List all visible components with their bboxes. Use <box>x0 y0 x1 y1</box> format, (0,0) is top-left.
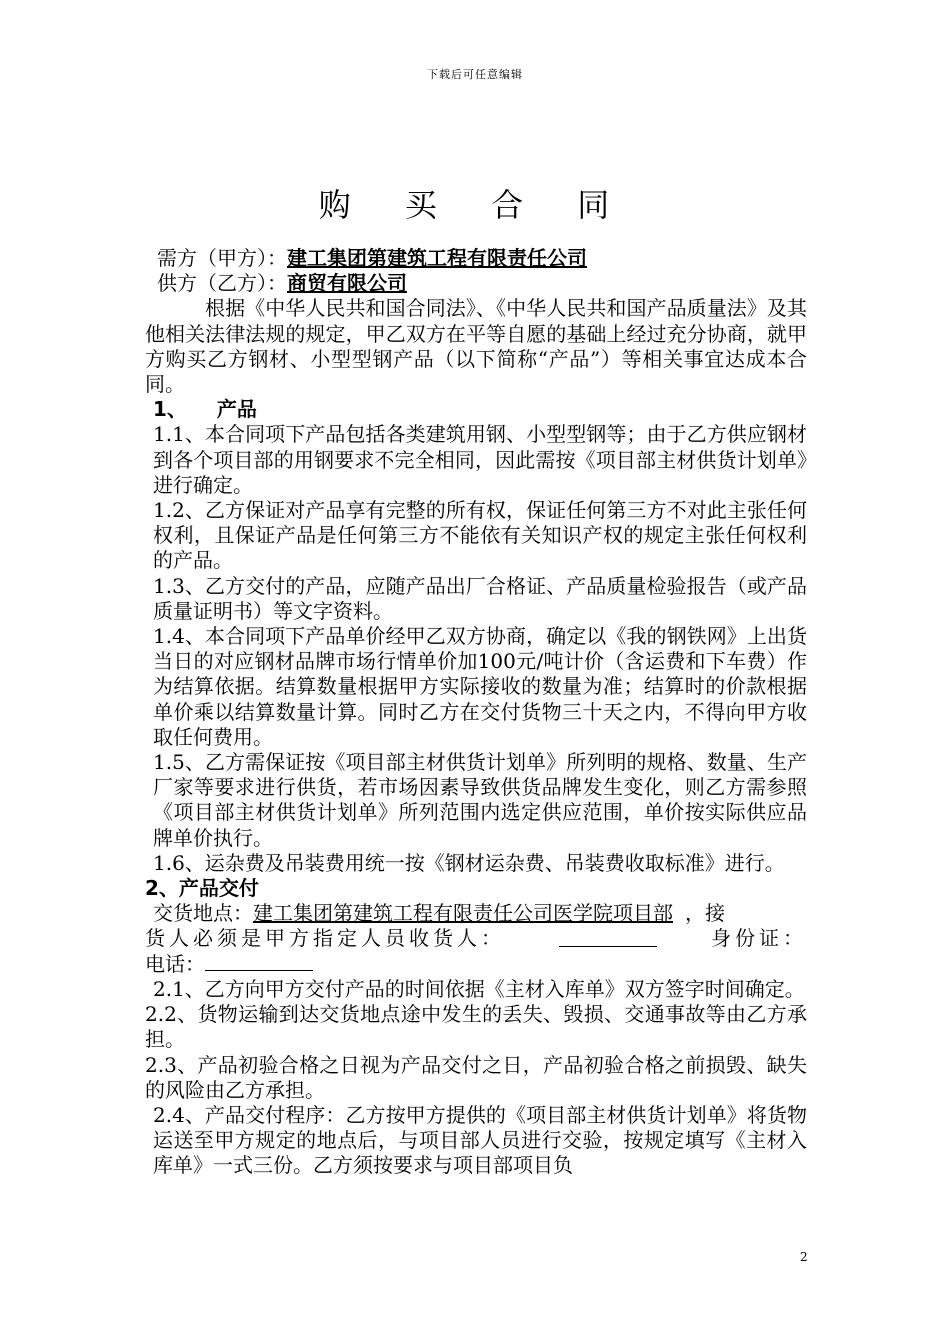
delivery-tail: ，接 <box>685 901 725 926</box>
contract-body <box>145 246 807 1179</box>
phone-line <box>145 952 807 977</box>
clause-1-6: 1.6、运杂费及吊装费用统一按《钢材运杂费、吊装费收取标准》进行。 <box>153 850 785 875</box>
receiver-line <box>145 926 807 951</box>
clause-2-3: 2.3、产品初验合格之日视为产品交付之日，产品初验合格之前损毁、缺失的风险由乙方承担。 <box>145 1052 807 1102</box>
id-label: 身份证： <box>711 926 807 951</box>
section-1-heading <box>145 397 807 422</box>
receiver-text: 货人必须是甲方指定人员收货人： <box>145 926 505 951</box>
clause-2-4: 2.4、产品交付程序：乙方按甲方提供的《项目部主材供货计划单》将货物运送至甲方规定的地点后，与项目部人员进行交验，按规定填写《主材入库单》一式三份。乙方须按要求与项目部项目负 <box>153 1102 807 1178</box>
seller-label: 供方（乙方）： <box>157 271 287 296</box>
section-2-heading: 2、产品交付 <box>145 876 259 901</box>
clause-1-4: 1.4、本合同项下产品单价经甲乙双方协商，确定以《我的钢铁网》上出货当日的对应钢材品牌市场行情单价加100元/吨计价（含运费和下车费）作为结算依据。结算数量根据甲方实际接收的数量为准；结算时的价款根据单价乘以结算数量计算。同时乙方在交付货物三十天之内，不得向甲方收取任何费用。 <box>153 624 807 749</box>
seller-line <box>145 271 807 296</box>
buyer-line <box>145 246 807 271</box>
clause-1-1: 1.1、本合同项下产品包括各类建筑用钢、小型型钢等；由于乙方供应钢材到各个项目部的用钢要求不完全相同，因此需按《项目部主材供货计划单》进行确定。 <box>153 422 807 497</box>
clause-2-2: 2.2、货物运输到达交货地点途中发生的丢失、毁损、交通事故等由乙方承担。 <box>145 1002 807 1052</box>
page-number: 2 <box>800 1250 808 1264</box>
section-1-title: 产品 <box>216 397 257 422</box>
seller-name: 商贸有限公司 <box>287 271 407 296</box>
preamble-paragraph: 根据《中华人民共和国合同法》、《中华人民共和国产品质量法》及其他相关法律法规的规定，甲乙双方在平等自愿的基础上经过充分协商，就甲方购买乙方钢材、小型型钢产品（以下简称“产品”）等相关事宜达成本合同。 <box>145 296 807 397</box>
delivery-label: 交货地点： <box>153 901 253 926</box>
clause-1-2: 1.2、乙方保证对产品享有完整的所有权，保证任何第三方不对此主张任何权利，且保证产品是任何第三方不能依有关知识产权的规定主张任何权利的产品。 <box>153 498 807 573</box>
receiver-blank <box>559 928 657 947</box>
buyer-label: 需方（甲方）： <box>157 246 287 270</box>
header-note: 下载后可任意编辑 <box>427 68 523 81</box>
document-title: 购 买 合 同 <box>318 186 632 224</box>
delivery-place: 建工集团第建筑工程有限责任公司医学院项目部 <box>253 901 673 926</box>
phone-label: 电话： <box>145 951 205 976</box>
clause-1-5: 1.5、乙方需保证按《项目部主材供货计划单》所列明的规格、数量、生产厂家等要求进行供货，若市场因素导致供货品牌发生变化，则乙方需参照《项目部主材供货计划单》所列范围内选定供应范围，单价按实际供应品牌单价执行。 <box>153 750 807 850</box>
buyer-name: 建工集团第建筑工程有限责任公司 <box>287 246 587 270</box>
delivery-place-line <box>145 901 807 926</box>
section-1-number: 1、 <box>153 397 187 422</box>
clause-2-1: 2.1、乙方向甲方交付产品的时间依据《主材入库单》双方签字时间确定。 <box>153 976 805 1001</box>
phone-blank <box>205 952 313 971</box>
clause-1-3: 1.3、乙方交付的产品，应随产品出厂合格证、产品质量检验报告（或产品质量证明书）等文字资料。 <box>153 573 807 623</box>
